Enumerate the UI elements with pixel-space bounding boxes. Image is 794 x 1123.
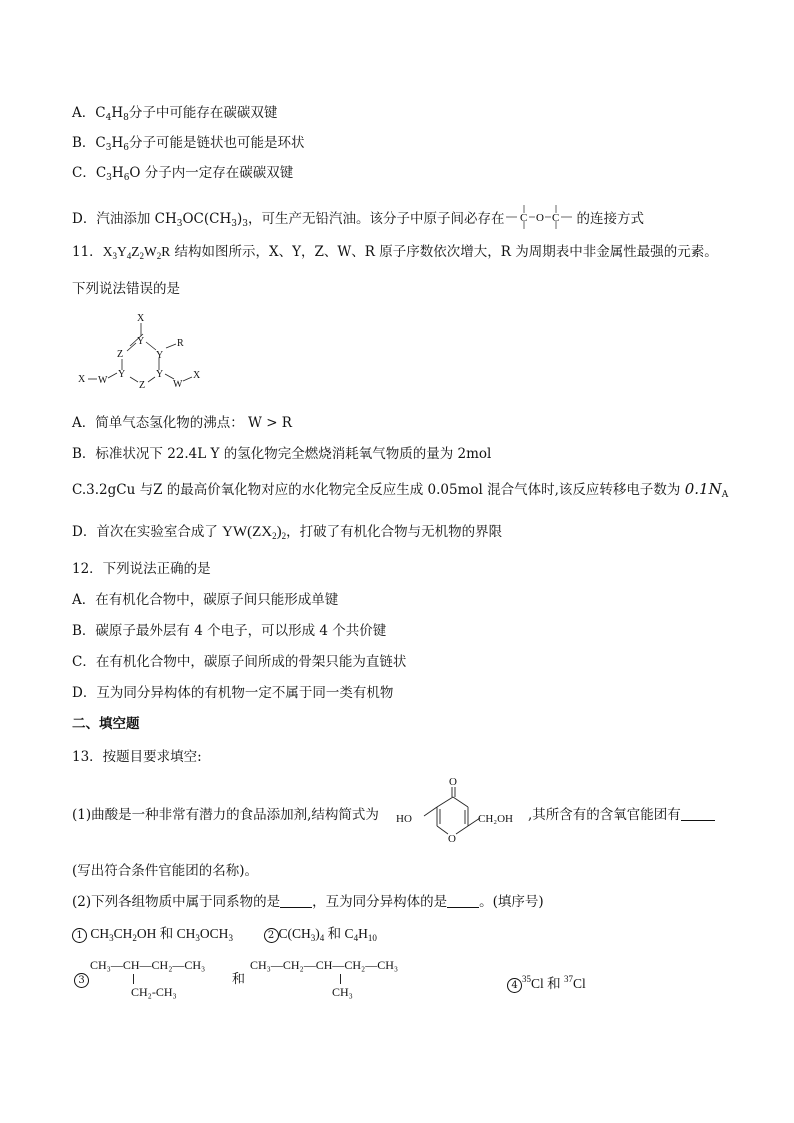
q12-option-d: D．互为同分异构体的有机物一定不属于同一类有机物 bbox=[72, 685, 394, 701]
answer-blank-1[interactable] bbox=[681, 806, 715, 821]
o-atom: O bbox=[536, 212, 545, 224]
item-3-left-structure: CH₃—CH—CH₂—CH₃ CH₂-CH₃ bbox=[90, 958, 206, 999]
q11-option-c: C.3.2gCu 与Z 的最高价氧化物对应的水化物完全反应生成 0.05mol 混合气体时,该反应转移电子数为 $0.1N_A$ bbox=[72, 480, 729, 500]
q12-option-b: B．碳原子最外层有 4 个电子，可以形成 4 个共价键 bbox=[72, 623, 387, 639]
atom-y-right: Y bbox=[156, 350, 164, 361]
q11-stem-2: 下列说法错误的是 bbox=[72, 281, 180, 297]
kojic-acid-structure bbox=[392, 770, 528, 850]
atom-z-bottom: Z bbox=[139, 380, 146, 391]
q12-option-a: A．在有机化合物中，碳原子间只能形成单键 bbox=[72, 592, 339, 608]
q10-option-c: C．$C_3H_6O$ 分子内一定存在碳碳双键 bbox=[72, 165, 294, 183]
q11-option-b: B．标准状况下 22.4L Y 的氢化物完全燃烧消耗氧气物质的量为 2mol bbox=[72, 446, 492, 462]
item-4: $4^{35}Cl$ 和 $^{37}$Cl bbox=[507, 970, 586, 993]
atom-x-left: X bbox=[78, 374, 86, 385]
atom-w-right: W bbox=[173, 379, 183, 390]
q11-option-a: A．简单气态氢化物的沸点： W > R bbox=[72, 415, 292, 431]
q13-part2: (2)下列各组物质中属于同系物的是 ，互为同分异构体的是 。(填序号) bbox=[72, 894, 544, 910]
atom-x-top: X bbox=[137, 313, 145, 324]
q12-stem: 12．下列说法正确的是 bbox=[72, 561, 211, 577]
item-2-marker: 2 bbox=[264, 928, 279, 943]
c-atom-1: C bbox=[520, 212, 528, 224]
q11-ring-structure bbox=[70, 310, 220, 400]
q10-option-b: B．$C_3H_6$分子可能是链状也可能是环状 bbox=[72, 135, 305, 153]
answer-blank-2[interactable] bbox=[280, 893, 312, 908]
atom-y-lower: Y bbox=[156, 369, 164, 380]
c-atom-2: C bbox=[552, 212, 560, 224]
q13-stem: 13．按题目要求填空: bbox=[72, 749, 202, 765]
kojic-o-ring: O bbox=[448, 833, 456, 845]
atom-z-left: Z bbox=[117, 349, 124, 360]
kojic-ch2oh: CH₂OH bbox=[478, 813, 514, 825]
atom-x-right: X bbox=[193, 370, 201, 381]
answer-blank-3[interactable] bbox=[447, 893, 479, 908]
q13-part1-post: ,其所含有的含氧官能团有 bbox=[528, 806, 715, 824]
q10-option-a: A．$C_4H_8$分子中可能存在碳碳双键 bbox=[72, 105, 278, 123]
item-3-right-structure: CH₃—CH₂—CH—CH₂—CH₃ CH₃ bbox=[250, 958, 399, 999]
section-heading: 二、填空题 bbox=[72, 716, 140, 732]
atom-w-left: W bbox=[98, 375, 108, 386]
atom-y-left: Y bbox=[118, 369, 126, 380]
atom-r: R bbox=[177, 338, 184, 349]
item-1-marker: 1 bbox=[72, 928, 87, 943]
q12-option-c: C．在有机化合物中，碳原子间所成的骨架只能为直链状 bbox=[72, 654, 407, 670]
q11-stem: 11．$X_3Y_4Z_2W_2R$ 结构如图所示，X、Y，Z、W、R 原子序数依次增大，R 为周期表中非金属性最强的元素。 bbox=[72, 244, 718, 261]
q11-option-d: D．首次在实验室合成了 $YW(ZX_2)_2$，打破了有机化合物与无机物的界限 bbox=[72, 524, 503, 541]
c-o-c-structure bbox=[504, 202, 576, 232]
q13-part1-pre: (1)曲酸是一种非常有潜力的食品添加剂,结构简式为 bbox=[72, 807, 379, 823]
item-3-and: 和 bbox=[232, 972, 246, 987]
q13-items-1-2: 1 $CH_3CH_2OH$ 和 $CH_3OCH_3$ 2 $C(CH_3)_4$ 和 $C_4H_{10}$ bbox=[72, 925, 377, 947]
item-3-marker: 3 bbox=[74, 973, 89, 988]
q10-option-d: D．汽油添加 $CH_3OC(CH_3)_3$，可生产无铅汽油。该分子中原子间必存在 C O C 的连接方式 bbox=[72, 202, 644, 233]
kojic-ho: HO bbox=[396, 813, 412, 825]
item-4-marker: 4 bbox=[507, 978, 522, 993]
kojic-o-top: O bbox=[449, 776, 457, 788]
atom-y-top: Y bbox=[137, 336, 145, 347]
q13-part1-note: (写出符合条件官能团的名称)。 bbox=[72, 863, 259, 879]
